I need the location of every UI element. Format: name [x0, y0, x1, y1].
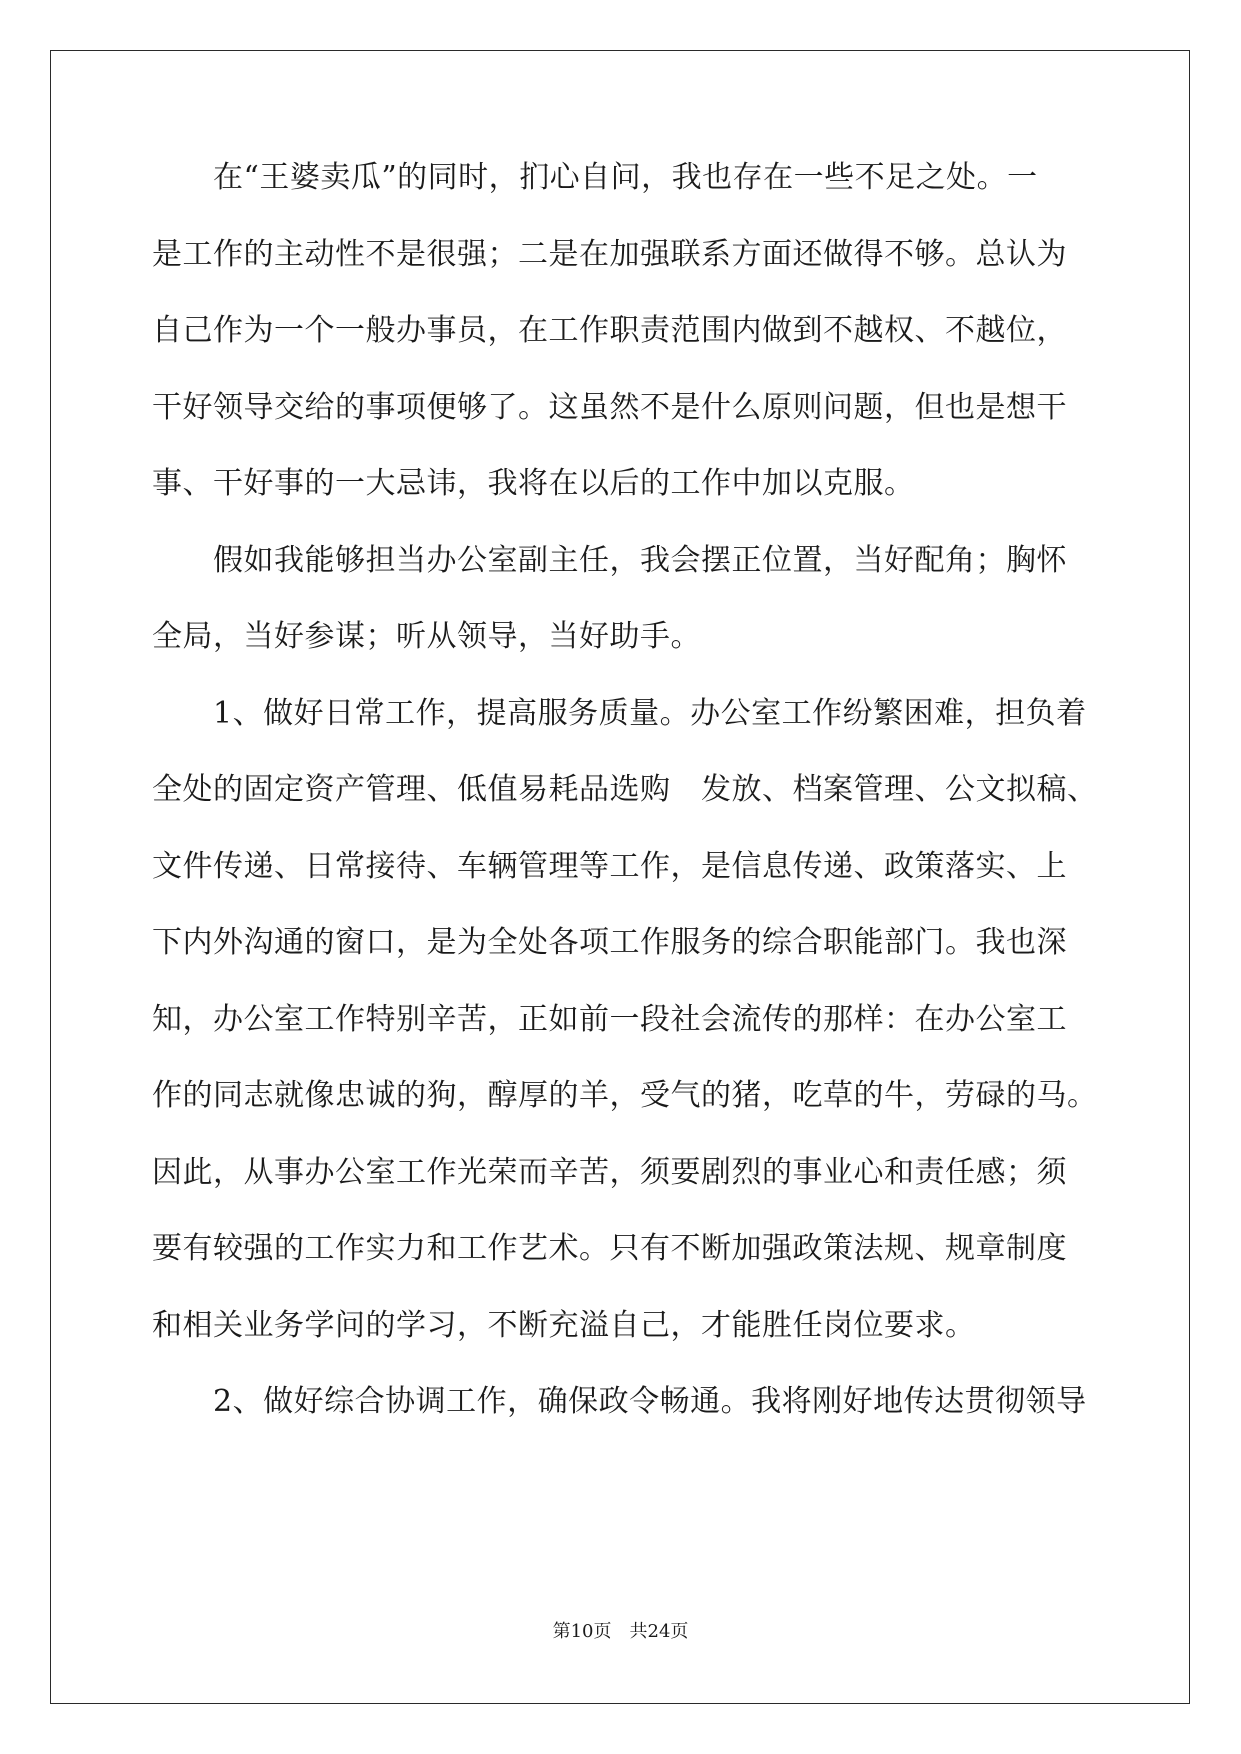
- text-line: 要有较强的工作实力和工作艺术。只有不断加强政策法规、规章制度: [152, 1231, 1067, 1266]
- text-line: 是工作的主动性不是很强；二是在加强联系方面还做得不够。总认为: [152, 237, 1067, 272]
- text-line: 假如我能够担当办公室副主任，我会摆正位置，当好配角；胸怀: [152, 543, 1067, 578]
- text-line: 文件传递、日常接待、车辆管理等工作，是信息传递、政策落实、上: [152, 849, 1067, 884]
- text-line: 作的同志就像忠诚的狗，醇厚的羊，受气的猪，吃草的牛，劳碌的马。: [152, 1078, 1098, 1113]
- page-number-label: 第10页 共24页: [552, 1621, 689, 1642]
- text-line: 和相关业务学问的学习，不断充溢自己，才能胜任岗位要求。: [152, 1308, 976, 1343]
- text-line: 在“王婆卖瓜”的同时，扪心自问，我也存在一些不足之处。一: [152, 160, 1038, 195]
- text-line: 自己作为一个一般办事员，在工作职责范围内做到不越权、不越位，: [152, 313, 1067, 348]
- text-line: 1、做好日常工作，提高服务质量。办公室工作纷繁困难，担负着: [152, 696, 1087, 731]
- text-line: 下内外沟通的窗口，是为全处各项工作服务的综合职能部门。我也深: [152, 925, 1067, 960]
- text-line: 干好领导交给的事项便够了。这虽然不是什么原则问题，但也是想干: [152, 390, 1067, 425]
- page-footer: [0, 1621, 1241, 1643]
- text-line: 事、干好事的一大忌讳，我将在以后的工作中加以克服。: [152, 466, 915, 501]
- text-line: 因此，从事办公室工作光荣而辛苦，须要剧烈的事业心和责任感；须: [152, 1155, 1067, 1190]
- text-line: 全处的固定资产管理、低值易耗品选购 发放、档案管理、公文拟稿、: [152, 772, 1098, 807]
- text-line: 全局，当好参谋；听从领导，当好助手。: [152, 619, 701, 654]
- text-line: 2、做好综合协调工作，确保政令畅通。我将刚好地传达贯彻领导: [152, 1384, 1087, 1419]
- text-line: 知，办公室工作特别辛苦，正如前一段社会流传的那样：在办公室工: [152, 1002, 1067, 1037]
